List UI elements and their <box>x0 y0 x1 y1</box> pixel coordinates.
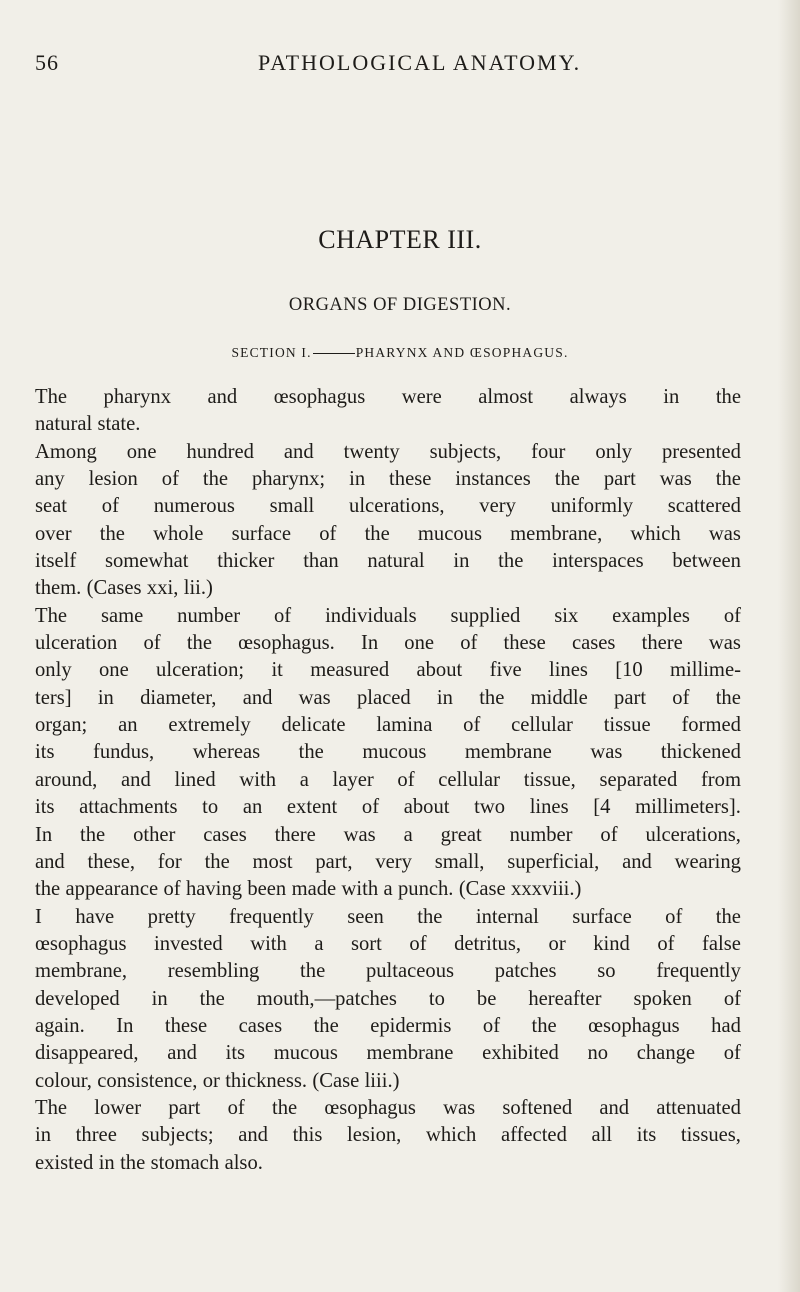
text-line: ters] in diameter, and was placed in the middle part of the <box>35 686 741 709</box>
text-line: Among one hundred and twenty subjects, four only presented <box>35 440 741 463</box>
text-line: seat of numerous small ulcerations, very uniformly scattered <box>35 495 741 518</box>
section-heading <box>0 345 800 361</box>
text-line: The lower part of the œsophagus was softened and attenuated <box>35 1096 741 1119</box>
text-line: membrane, resembling the pultaceous patches so frequently <box>35 960 741 983</box>
running-head <box>0 50 800 90</box>
text-line: over the whole surface of the mucous membrane, which was <box>35 522 741 545</box>
part-heading: ORGANS OF DIGESTION. <box>288 295 512 315</box>
text-line: developed in the mouth,—patches to be hereafter spoken of <box>35 987 741 1010</box>
text-line: existed in the stomach also. <box>35 1151 263 1174</box>
page-number: 56 <box>35 50 59 75</box>
text-line: around, and lined with a layer of cellular tissue, separated from <box>35 768 741 791</box>
text-line: them. (Cases xxi, lii.) <box>35 577 213 600</box>
text-line: colour, consistence, or thickness. (Case liii.) <box>35 1069 400 1092</box>
text-line: The pharynx and œsophagus were almost always in the <box>35 386 741 408</box>
text-line: the appearance of having been made with a punch. (Case xxxviii.) <box>35 878 582 901</box>
running-title: PATHOLOGICAL ANATOMY. <box>258 50 582 75</box>
page-edge-shadow <box>778 0 800 1292</box>
text-line: natural state. <box>35 413 141 436</box>
text-line: œsophagus invested with a sort of detritus, or kind of false <box>35 932 741 955</box>
text-line: in three subjects; and this lesion, which affected all its tissues, <box>35 1124 741 1147</box>
text-line: The same number of individuals supplied six examples of <box>35 604 741 627</box>
body-text <box>35 384 741 1177</box>
text-line: ulceration of the œsophagus. In one of these cases there was <box>35 632 741 655</box>
text-line: organ; an extremely delicate lamina of cellular tissue formed <box>35 714 741 737</box>
text-line: its fundus, whereas the mucous membrane was thickened <box>35 741 741 764</box>
text-line: only one ulceration; it measured about five lines [10 millime- <box>35 659 741 682</box>
text-line: and these, for the most part, very small, superficial, and wearing <box>35 850 741 873</box>
text-line: again. In these cases the epidermis of the œsophagus had <box>35 1014 741 1037</box>
text-line: itself somewhat thicker than natural in the interspaces between <box>35 550 741 573</box>
chapter-heading: CHAPTER III. <box>318 225 482 254</box>
section-title: PHARYNX AND ŒSOPHAGUS. <box>355 345 569 360</box>
section-number: SECTION I. <box>231 345 312 360</box>
text-line: any lesion of the pharynx; in these instances the part was the <box>35 468 741 491</box>
text-line: its attachments to an extent of about two lines [4 millimeters]. <box>35 796 741 819</box>
text-line: disappeared, and its mucous membrane exhibited no change of <box>35 1042 741 1065</box>
text-line: I have pretty frequently seen the internal surface of the <box>35 905 741 928</box>
text-line: In the other cases there was a great number of ulcerations, <box>35 823 741 846</box>
em-dash <box>313 353 355 354</box>
